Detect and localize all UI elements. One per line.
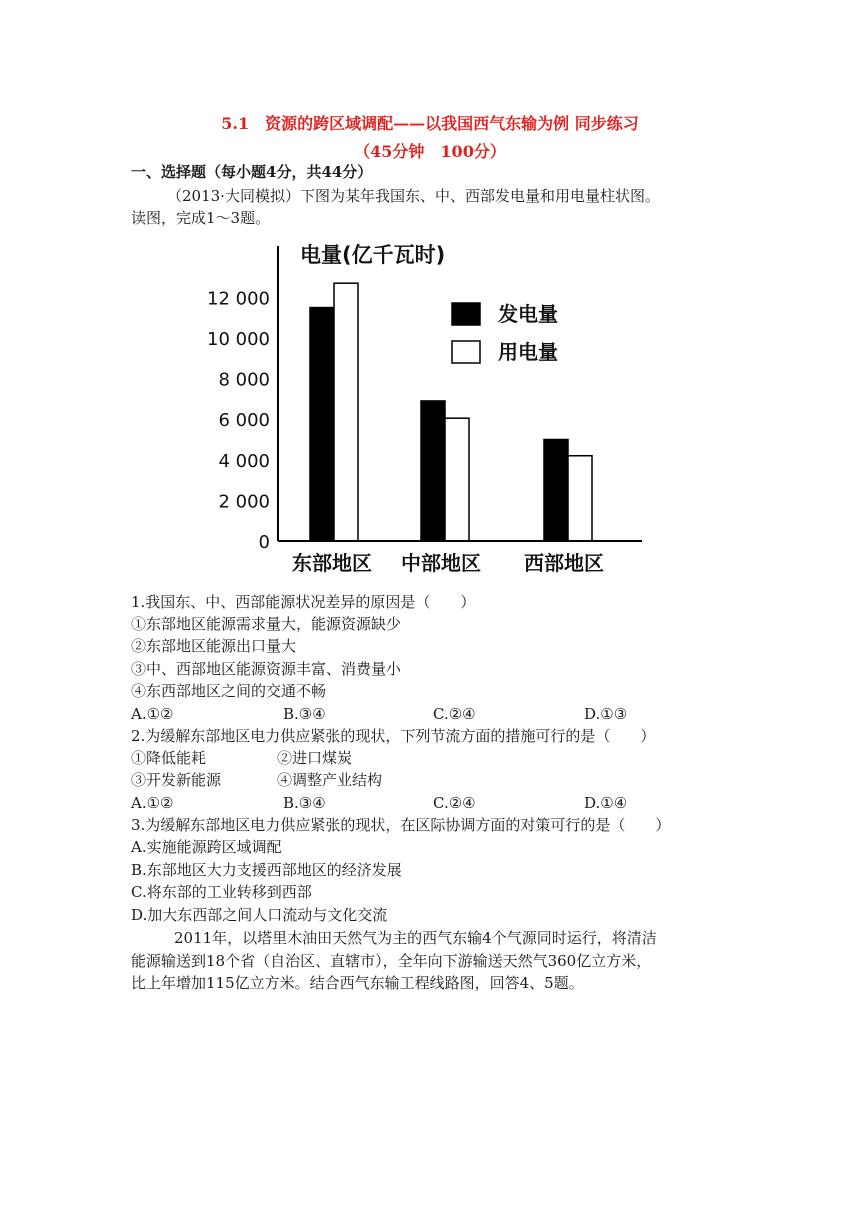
y-tick-label: 8 000 (218, 369, 270, 391)
chart-title: 电量(亿千瓦时) (300, 243, 446, 267)
bar-generation (544, 440, 568, 542)
bar-chart (200, 238, 660, 583)
legend-label-consumption: 用电量 (498, 340, 558, 364)
q2-option-a: A.①② (131, 794, 174, 812)
q2-item-2: ②进口煤炭 (277, 749, 353, 767)
q1-option-c: C.②④ (433, 705, 476, 723)
q3-option-a: A.实施能源跨区域调配 (131, 838, 282, 856)
q2-item-4: ④调整产业结构 (277, 771, 383, 789)
q1-item-3: ③中、西部地区能源资源丰富、消费量小 (131, 660, 402, 678)
y-axis-ticks (207, 288, 270, 553)
q2-stem: 2.为缓解东部地区电力供应紧张的现状，下列节流方面的措施可行的是（ ） (131, 727, 656, 745)
x-category-label: 西部地区 (524, 551, 604, 575)
q3-option-b: B.东部地区大力支援西部地区的经济发展 (131, 861, 402, 879)
bar-generation (310, 308, 334, 541)
passage-line-3: 比上年增加115亿立方米。结合西气东输工程线路图，回答4、5题。 (131, 974, 584, 992)
q1-option-a: A.①② (131, 705, 174, 723)
y-tick-label: 2 000 (218, 491, 270, 513)
intro-line-1: （2013·大同模拟）下图为某年我国东、中、西部发电量和用电量柱状图。 (167, 187, 660, 205)
document-title: 5.1 资源的跨区域调配——以我国西气东输为例 同步练习 (221, 114, 639, 133)
q2-items-row-2 (131, 770, 731, 790)
q1-stem: 1.我国东、中、西部能源状况差异的原因是（ ） (131, 593, 476, 611)
intro-line-2: 读图，完成1～3题。 (131, 209, 271, 227)
legend-swatch-consumption (452, 341, 480, 363)
legend-swatch-generation (452, 303, 480, 325)
bar-consumption (334, 283, 358, 541)
q3-option-c: C.将东部的工业转移到西部 (131, 883, 312, 901)
q1-item-4: ④东西部地区之间的交通不畅 (131, 682, 327, 700)
q1-options (131, 704, 731, 724)
x-category-label: 中部地区 (401, 551, 481, 575)
q1-item-1: ①东部地区能源需求量大，能源资源缺少 (131, 615, 402, 633)
bar-generation (421, 401, 445, 541)
x-axis-labels (292, 551, 604, 575)
x-category-label: 东部地区 (292, 551, 372, 575)
passage-line-2: 能源输送到18个省（自治区、直辖市），全年向下游输送天然气360亿立方米， (131, 952, 652, 970)
q2-options (131, 793, 731, 813)
y-tick-label: 0 (258, 532, 270, 553)
q2-option-b: B.③④ (283, 794, 326, 812)
legend-label-generation: 发电量 (498, 302, 558, 326)
bar-consumption (445, 418, 469, 541)
y-tick-label: 10 000 (207, 329, 270, 350)
q1-option-b: B.③④ (283, 705, 326, 723)
q1-option-d: D.①③ (584, 705, 628, 723)
q2-option-c: C.②④ (433, 794, 476, 812)
y-tick-label: 6 000 (218, 410, 270, 432)
passage-line-1: 2011年，以塔里木油田天然气为主的西气东输4个气源同时运行，将清洁 (174, 929, 657, 947)
q1-item-2: ②东部地区能源出口量大 (131, 637, 297, 655)
y-tick-label: 4 000 (218, 450, 270, 472)
document-subtitle: （45分钟 100分） (354, 142, 506, 161)
q2-item-3: ③开发新能源 (131, 771, 222, 789)
q3-stem: 3.为缓解东部地区电力供应紧张的现状，在区际协调方面的对策可行的是（ ） (131, 816, 671, 834)
section-heading: 一、选择题（每小题4分，共44分） (131, 163, 373, 181)
q2-item-1: ①降低能耗 (131, 749, 207, 767)
q3-option-d: D.加大东西部之间人口流动与文化交流 (131, 906, 388, 924)
q2-items-row-1 (131, 748, 731, 768)
legend (452, 302, 558, 364)
y-tick-label: 12 000 (207, 288, 270, 310)
q2-option-d: D.①④ (584, 794, 628, 812)
bar-consumption (568, 456, 592, 541)
